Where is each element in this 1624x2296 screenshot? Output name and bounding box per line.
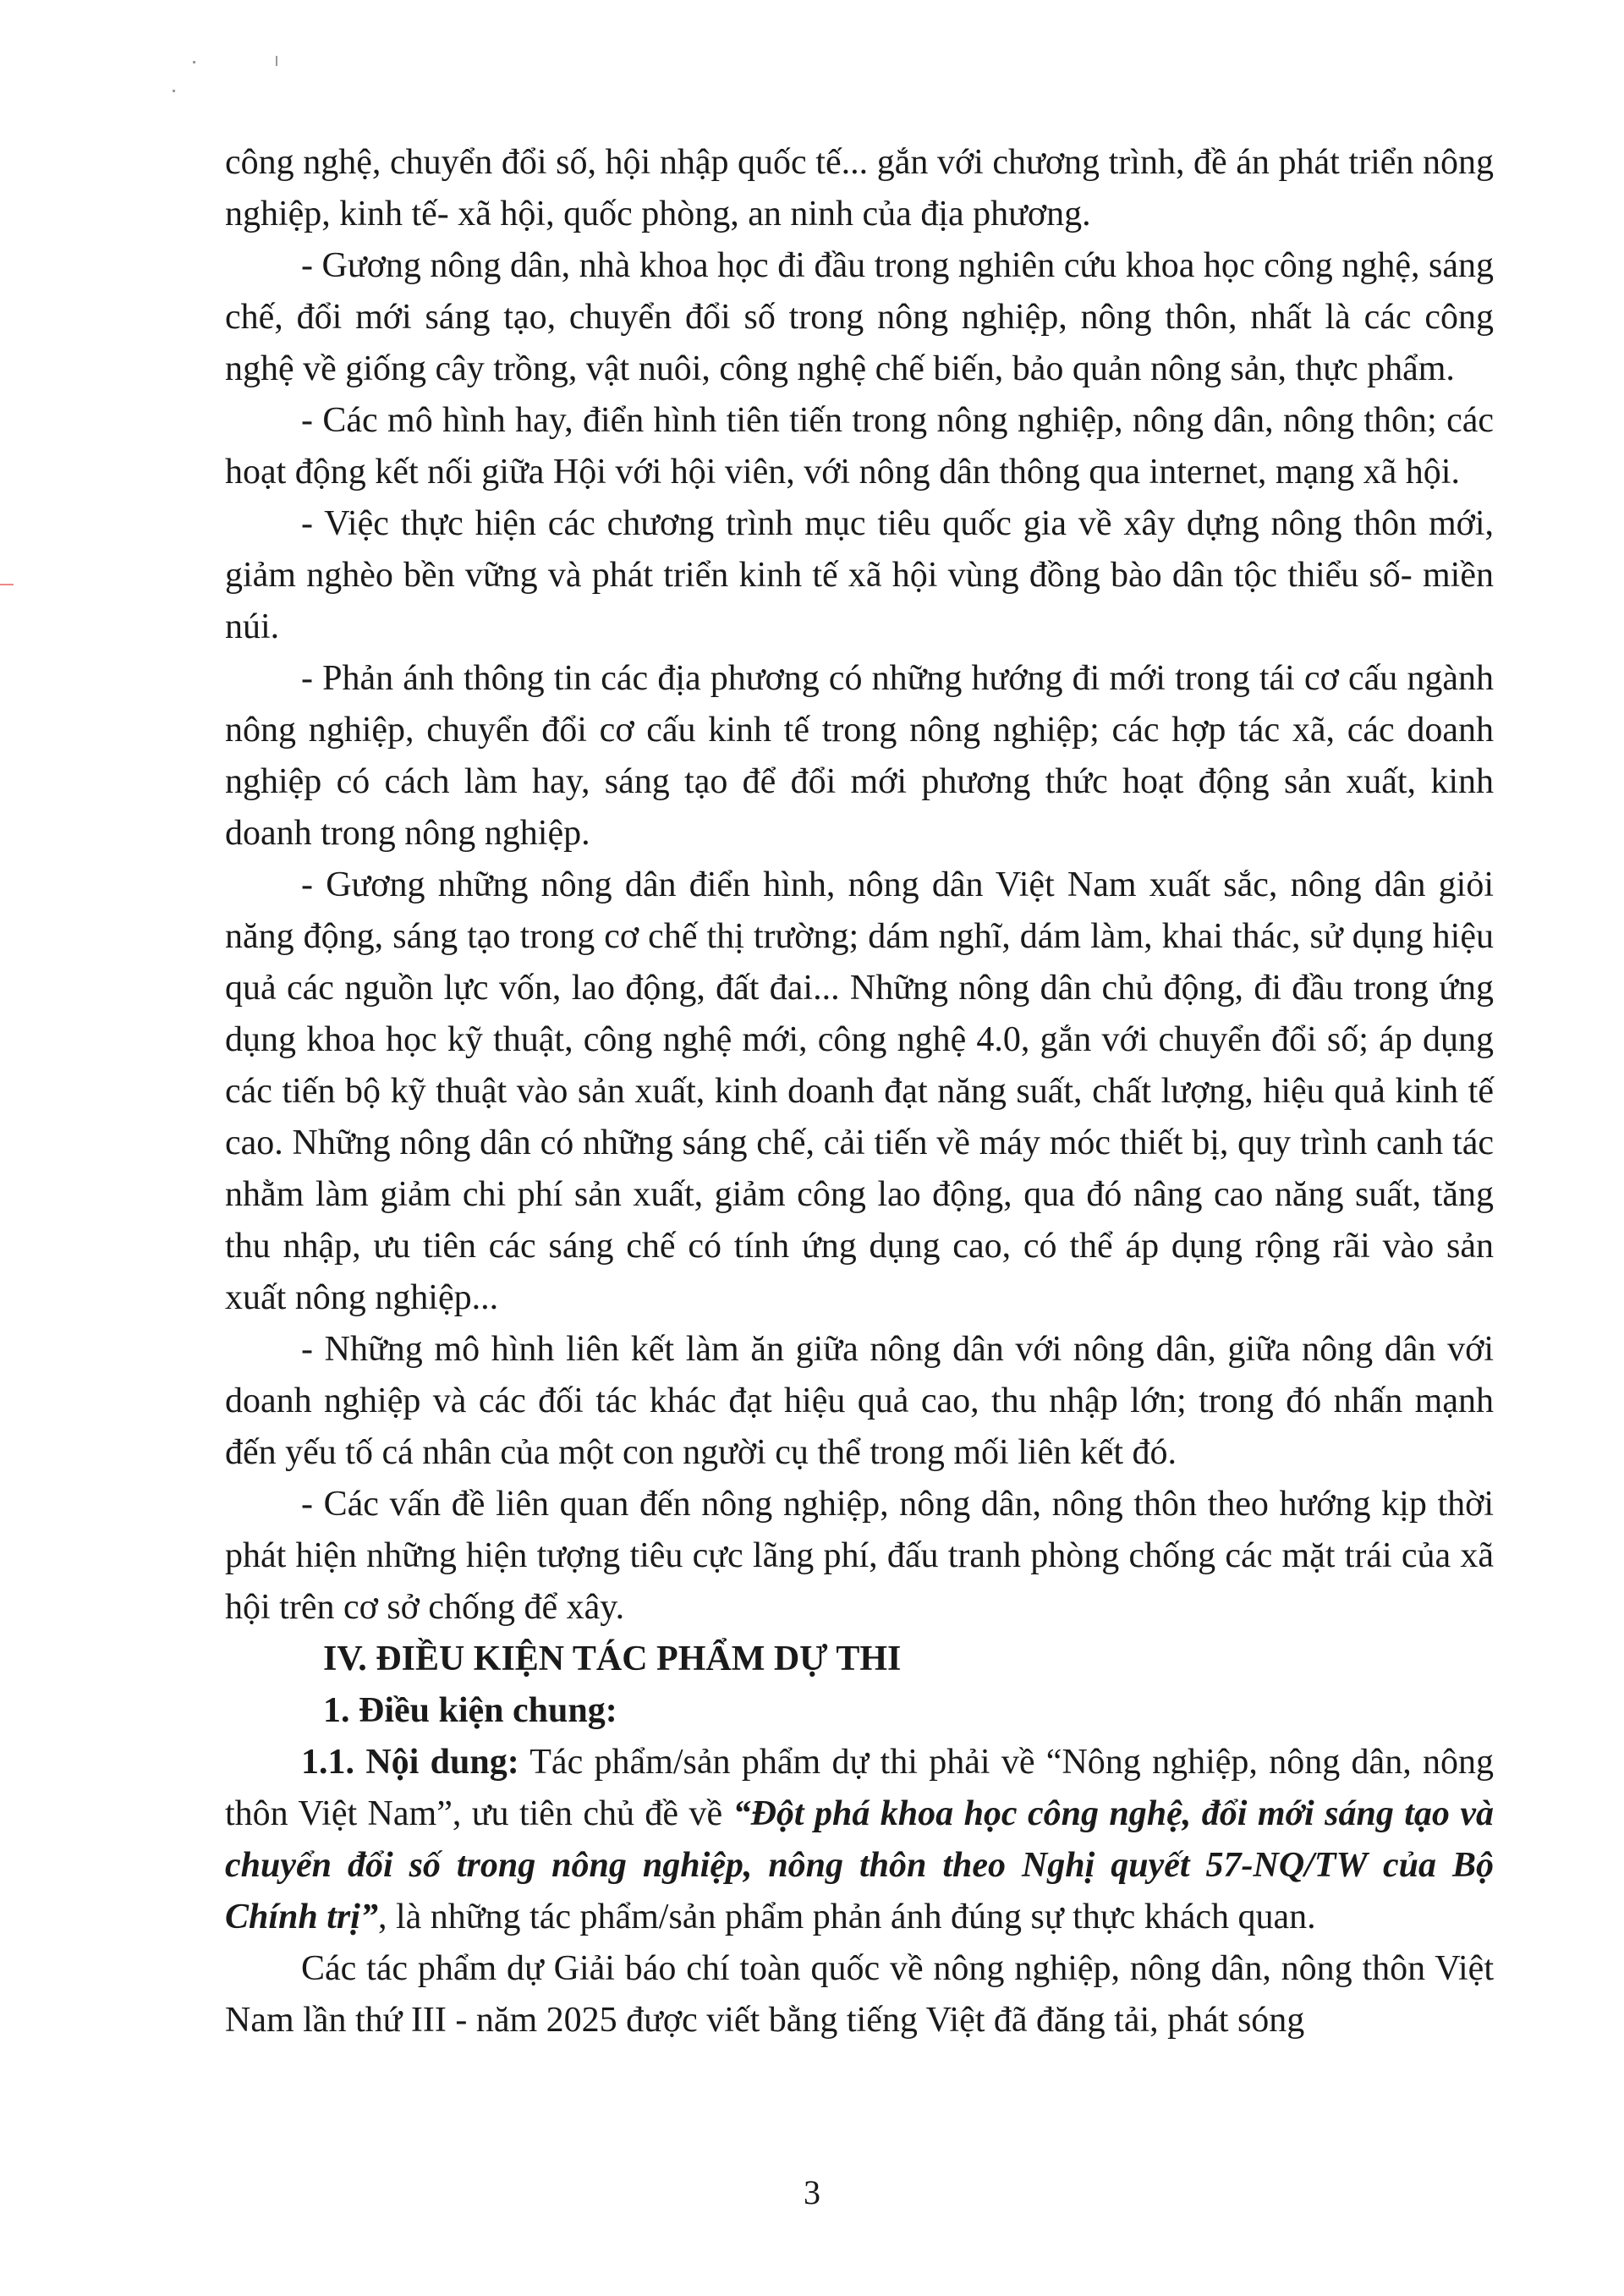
final-paragraph: Các tác phẩm dự Giải báo chí toàn quốc về nông nghiệp, nông dân, nông thôn Việt Nam lần thứ III - năm 2025 được viết bằng tiếng Việt đã đăng tải, phát sóng	[225, 1949, 1494, 2040]
bullet-paragraph: - Những mô hình liên kết làm ăn giữa nông dân với nông dân, giữa nông dân với doanh nghiệp và các đối tác khác đạt hiệu quả cao, thu nhập lớn; trong đó nhấn mạnh đến yếu tố cá nhân của một con người cụ thể trong mối liên kết đó.	[225, 1330, 1494, 1472]
scan-speck	[173, 90, 175, 92]
scan-speck	[193, 61, 195, 63]
margin-mark	[0, 584, 14, 585]
priority-theme: “Đột phá khoa học công nghệ, đổi mới sáng tạo và chuyển đổi số trong nông nghiệp, nông thôn theo Nghị quyết 57-NQ/TW của Bộ Chính trị”	[225, 1794, 1494, 1936]
content-text-end: , là những tác phẩm/sản phẩm phản ánh đúng sự thực khách quan.	[377, 1898, 1316, 1936]
bullet-paragraph: - Gương nông dân, nhà khoa học đi đầu trong nghiên cứu khoa học công nghệ, sáng chế, đổi mới sáng tạo, chuyển đổi số trong nông nghiệp, nông thôn, nhất là các công nghệ về giống cây trồng, vật nuôi, công nghệ chế biến, bảo quản nông sản, thực phẩm.	[225, 246, 1494, 388]
body-text	[225, 137, 1494, 2046]
bullet-paragraph: - Phản ánh thông tin các địa phương có những hướng đi mới trong tái cơ cấu ngành nông nghiệp, chuyển đổi cơ cấu kinh tế trong nông nghiệp; các hợp tác xã, các doanh nghiệp có cách làm hay, sáng tạo để đổi mới phương thức hoạt động sản xuất, kinh doanh trong nông nghiệp.	[225, 659, 1494, 853]
bullet-paragraph: - Các vấn đề liên quan đến nông nghiệp, nông dân, nông thôn theo hướng kịp thời phát hiện những hiện tượng tiêu cực lãng phí, đấu tranh phòng chống các mặt trái của xã hội trên cơ sở chống để xây.	[225, 1485, 1494, 1627]
bullet-paragraph: - Việc thực hiện các chương trình mục tiêu quốc gia về xây dựng nông thôn mới, giảm nghèo bền vững và phát triển kinh tế xã hội vùng đồng bào dân tộc thiểu số- miền núi.	[225, 504, 1494, 646]
paragraph-continuation: công nghệ, chuyển đổi số, hội nhập quốc tế... gắn với chương trình, đề án phát triển nông nghiệp, kinh tế- xã hội, quốc phòng, an ninh của địa phương.	[225, 143, 1494, 233]
page-number: 3	[804, 2173, 820, 2211]
content-text: Tác phẩm/sản phẩm dự thi phải về “Nông nghiệp, nông dân, nông thôn Việt Nam”, ưu tiên chủ đề về	[225, 1743, 1495, 1833]
subsection-heading: 1. Điều kiện chung:	[323, 1691, 617, 1730]
bullet-paragraph: - Các mô hình hay, điển hình tiên tiến trong nông nghiệp, nông dân, nông thôn; các hoạt động kết nối giữa Hội với hội viên, với nông dân thông qua internet, mạng xã hội.	[225, 401, 1494, 492]
section-heading: IV. ĐIỀU KIỆN TÁC PHẨM DỰ THI	[323, 1640, 902, 1678]
bullet-paragraph: - Gương những nông dân điển hình, nông dân Việt Nam xuất sắc, nông dân giỏi năng động, sáng tạo trong cơ chế thị trường; dám nghĩ, dám làm, khai thác, sử dụng hiệu quả các nguồn lực vốn, lao động, đất đai... Những nông dân chủ động, đi đầu trong ứng dụng khoa học kỹ thuật, công nghệ mới, công nghệ 4.0, gắn với chuyển đổi số; áp dụng các tiến bộ kỹ thuật vào sản xuất, kinh doanh đạt năng suất, chất lượng, hiệu quả kinh tế cao. Những nông dân có những sáng chế, cải tiến về máy móc thiết bị, quy trình canh tác nhằm làm giảm chi phí sản xuất, giảm công lao động, qua đó nâng cao năng suất, tăng thu nhập, ưu tiên các sáng chế có tính ứng dụng cao, có thể áp dụng rộng rãi vào sản xuất nông nghiệp...	[225, 865, 1494, 1317]
scan-speck	[276, 56, 277, 66]
content-requirement-paragraph	[225, 1737, 1494, 1943]
content-label: 1.1. Nội dung:	[301, 1743, 519, 1782]
